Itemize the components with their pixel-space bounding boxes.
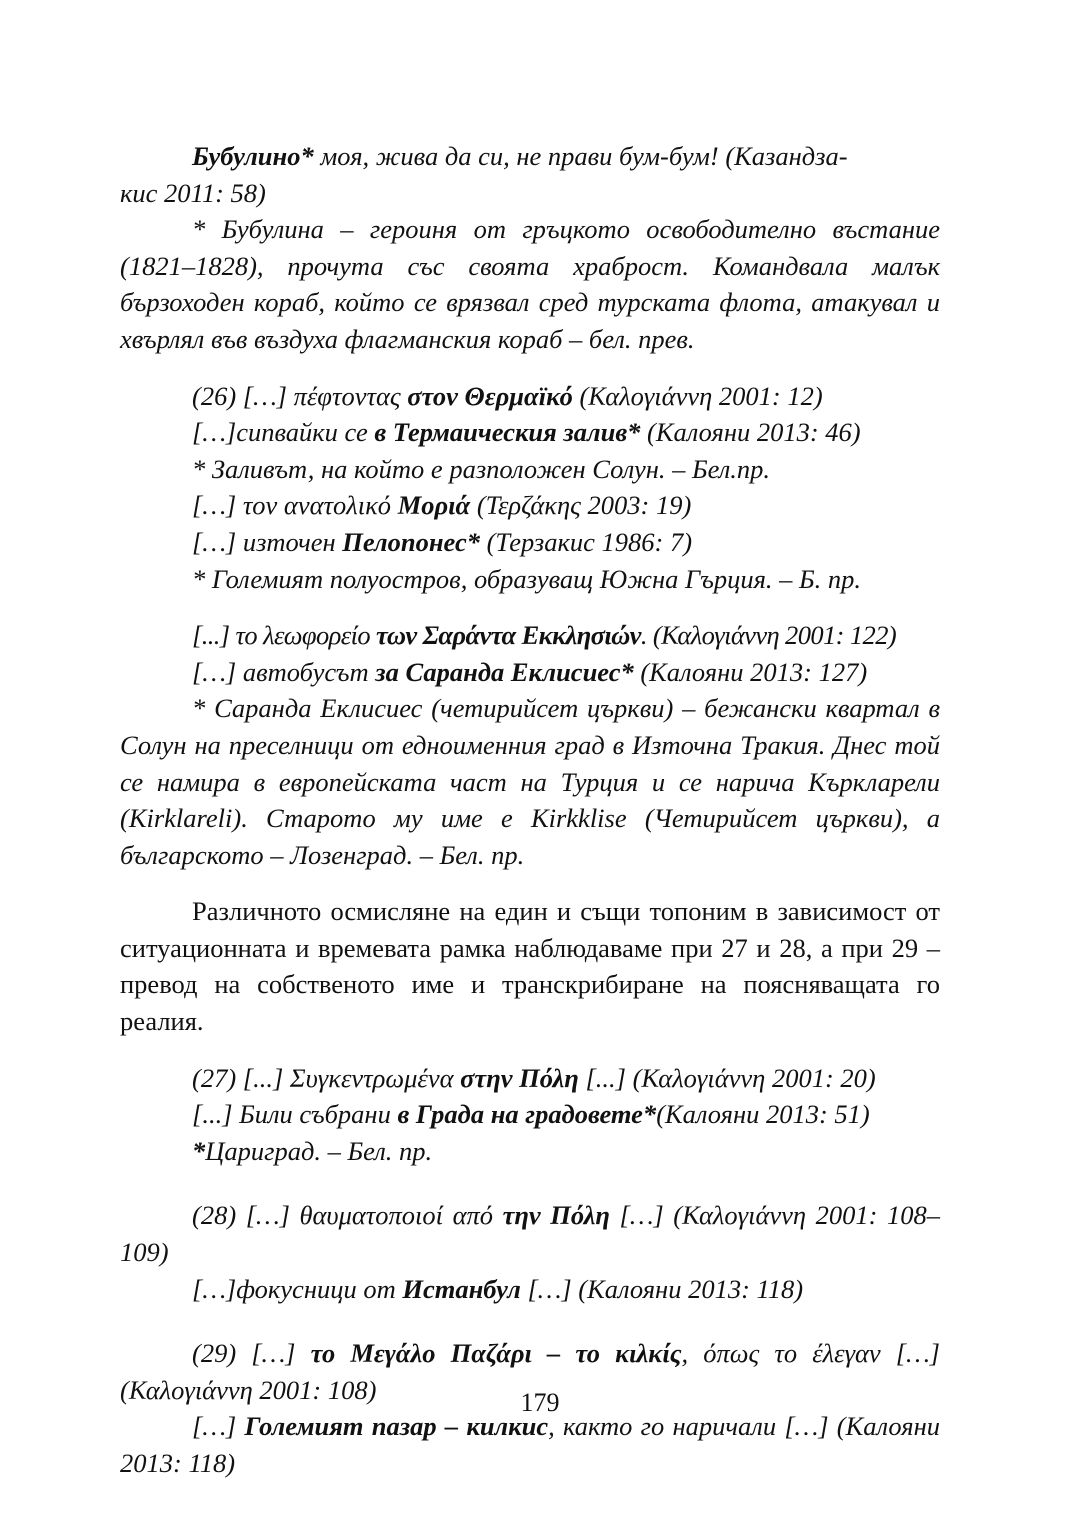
page-number: 179 xyxy=(520,1388,560,1417)
example-29-bulgarian: […] Големият пазар – килкис, както го наричали […] (Калояни 2013: 118) xyxy=(120,1411,940,1478)
example-27-greek: (27) [...] Συγκεντρωμένα στην Πόλη [...] (Καλογιάννη 2001: 20) xyxy=(192,1062,876,1093)
example-saranta-greek: [...] το λεωφορείο των Σαράντα Εκκλησιών. (Καλογιάννη 2001: 122) xyxy=(192,620,897,651)
page-body xyxy=(120,138,940,1482)
example-moria-greek: […] τον ανατολικό Μοριά (Τερζάκης 2003: 19) xyxy=(192,490,692,521)
example-29-greek: (29) […] το Μεγάλο Παζάρι – το κιλκίς, όπως το έλεγαν […] (Καλογιάννη 2001: 108) xyxy=(120,1338,940,1405)
note-saranta-eklisies: * Саранда Еклисиес (четирийсет църкви) – бежански квартал в Солун на преселници от едноименния град в Източна Тракия. Днес той се намира в европейската част на Турция и се нарича Къркларели (Kirklareli). Старото му име е Kirkklise (Четирийсет църкви), а българското – Лозенград. – Бел. пр. xyxy=(120,693,940,870)
example-27-bulgarian: [...] Били събрани в Града на градовете*(Калояни 2013: 51) xyxy=(192,1099,870,1130)
example-saranta-bulgarian: […] автобусът за Саранда Еклисиес* (Калояни 2013: 127) xyxy=(192,656,868,687)
note-peloponnese: * Големият полуостров, образуващ Южна Гърция. – Б. пр. xyxy=(192,563,862,594)
example-26-bulgarian: […]сипвайки се в Термаическия залив* (Калояни 2013: 46) xyxy=(192,417,861,448)
note-tsarigrad: *Цариград. – Бел. пр. xyxy=(192,1135,433,1166)
note-thermaic-gulf: * Заливът, на който е разположен Солун. – Бел.пр. xyxy=(192,453,771,484)
example-bubulino: Бубулино* моя, жива да си, не прави бум-бум! (Казандза- кис 2011: 58) xyxy=(120,141,848,208)
example-peloponnese-bulgarian: […] източен Пелопонес* (Терзакис 1986: 7) xyxy=(192,526,693,557)
body-paragraph: Различното осмисляне на един и същи топоним в зависимост от ситуационната и времевата рамка наблюдаваме при 27 и 28, а при 29 – превод на собственото име и транскрибиране на поясняващата го реалия. xyxy=(120,896,940,1037)
example-28-greek: (28) […] θαυματοποιοί από την Πόλη […] (Καλογιάννη 2001: 108–109) xyxy=(120,1200,941,1268)
example-28-bulgarian: […]фокусници от Истанбул […] (Калояни 2013: 118) xyxy=(192,1273,804,1304)
translator-note-bubulina: * Бубулина – героиня от гръцкото освободително въстание (1821–1828), прочута със своята храброст. Командвала малък бързоходен кораб, който се врязвал сред турската флота, атакувал и хвърлял във въздуха флагманския кораб – бел. прев. xyxy=(120,214,940,354)
example-26-greek: (26) […] πέφτοντας στον Θερμαϊκό (Καλογιάννη 2001: 12) xyxy=(192,380,823,411)
